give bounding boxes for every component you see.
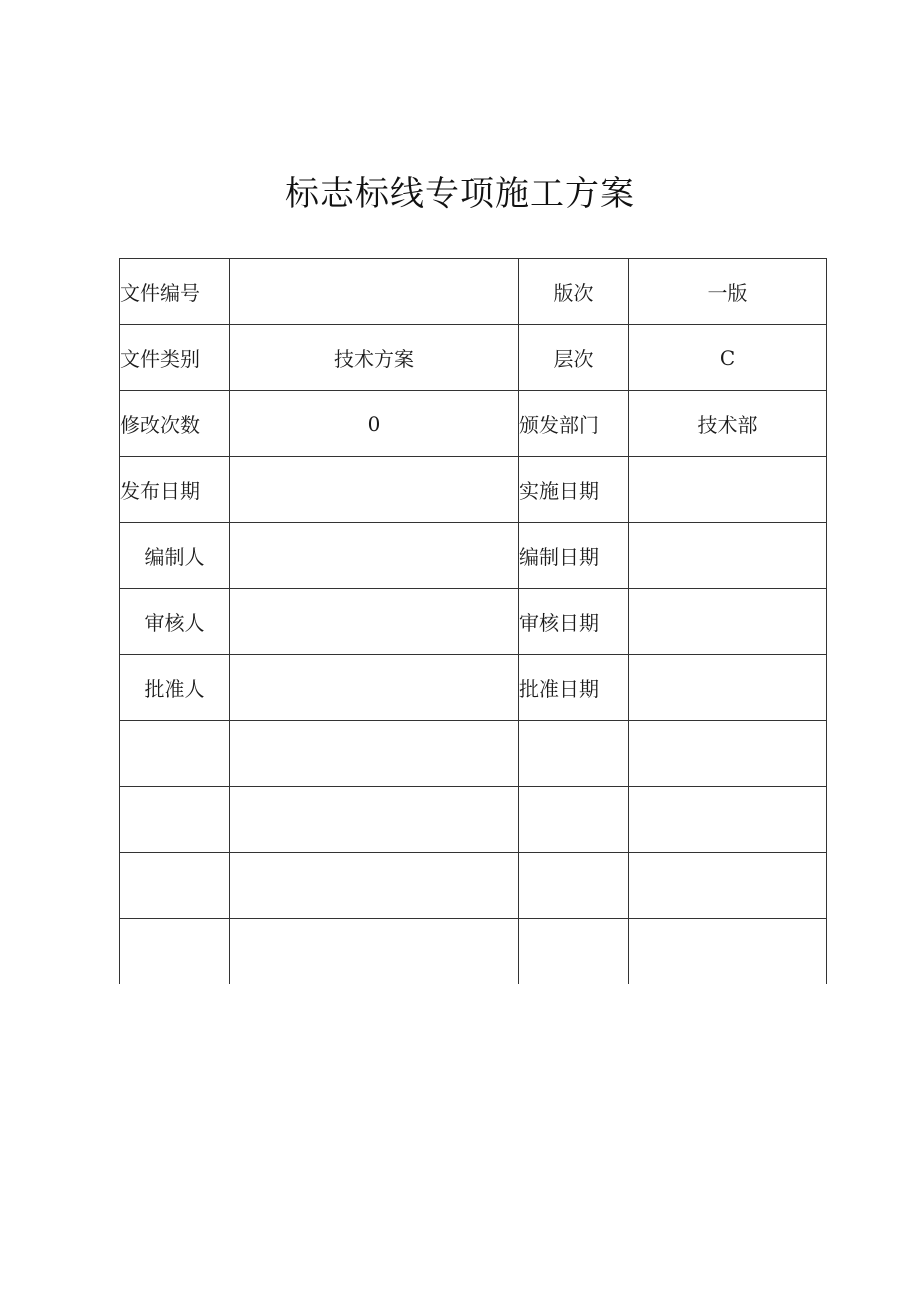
field-label-release-date: 发布日期 bbox=[120, 457, 230, 523]
field-value-prepared-by bbox=[230, 523, 519, 589]
table-row bbox=[120, 589, 827, 655]
field-value-release-date bbox=[230, 457, 519, 523]
table-row bbox=[120, 853, 827, 919]
empty-cell bbox=[230, 853, 519, 919]
field-value-revision-count: 0 bbox=[230, 391, 519, 457]
field-label-file-category: 文件类别 bbox=[120, 325, 230, 391]
empty-cell bbox=[120, 721, 230, 787]
empty-cell bbox=[120, 919, 230, 985]
table-row bbox=[120, 787, 827, 853]
table-row bbox=[120, 919, 827, 985]
empty-cell bbox=[629, 853, 827, 919]
field-label-issuing-department: 颁发部门 bbox=[519, 391, 629, 457]
document-control-table bbox=[119, 258, 827, 984]
field-value-approval-date bbox=[629, 655, 827, 721]
field-value-edition: 一版 bbox=[629, 259, 827, 325]
field-label-edition: 版次 bbox=[519, 259, 629, 325]
field-value-level: C bbox=[629, 325, 827, 391]
document-title: 标志标线专项施工方案 bbox=[285, 174, 635, 214]
field-label-prepared-by: 编制人 bbox=[120, 523, 230, 589]
table-row bbox=[120, 523, 827, 589]
field-value-file-category: 技术方案 bbox=[230, 325, 519, 391]
empty-cell bbox=[519, 787, 629, 853]
field-value-file-number bbox=[230, 259, 519, 325]
empty-cell bbox=[230, 919, 519, 985]
empty-cell bbox=[519, 853, 629, 919]
table-row bbox=[120, 325, 827, 391]
table-row bbox=[120, 259, 827, 325]
field-value-review-date bbox=[629, 589, 827, 655]
field-label-file-number: 文件编号 bbox=[120, 259, 230, 325]
empty-cell bbox=[120, 853, 230, 919]
empty-cell bbox=[230, 787, 519, 853]
field-label-approved-by: 批准人 bbox=[120, 655, 230, 721]
field-label-preparation-date: 编制日期 bbox=[519, 523, 629, 589]
field-value-approved-by bbox=[230, 655, 519, 721]
field-label-level: 层次 bbox=[519, 325, 629, 391]
field-value-preparation-date bbox=[629, 523, 827, 589]
empty-cell bbox=[230, 721, 519, 787]
field-value-reviewed-by bbox=[230, 589, 519, 655]
empty-cell bbox=[120, 787, 230, 853]
field-label-implementation-date: 实施日期 bbox=[519, 457, 629, 523]
field-label-revision-count: 修改次数 bbox=[120, 391, 230, 457]
empty-cell bbox=[629, 919, 827, 985]
empty-cell bbox=[519, 721, 629, 787]
field-value-implementation-date bbox=[629, 457, 827, 523]
table-row bbox=[120, 391, 827, 457]
field-value-issuing-department: 技术部 bbox=[629, 391, 827, 457]
table-row bbox=[120, 721, 827, 787]
table-row bbox=[120, 655, 827, 721]
empty-cell bbox=[519, 919, 629, 985]
field-label-approval-date: 批准日期 bbox=[519, 655, 629, 721]
empty-cell bbox=[629, 787, 827, 853]
empty-cell bbox=[629, 721, 827, 787]
field-label-reviewed-by: 审核人 bbox=[120, 589, 230, 655]
field-label-review-date: 审核日期 bbox=[519, 589, 629, 655]
table-row bbox=[120, 457, 827, 523]
